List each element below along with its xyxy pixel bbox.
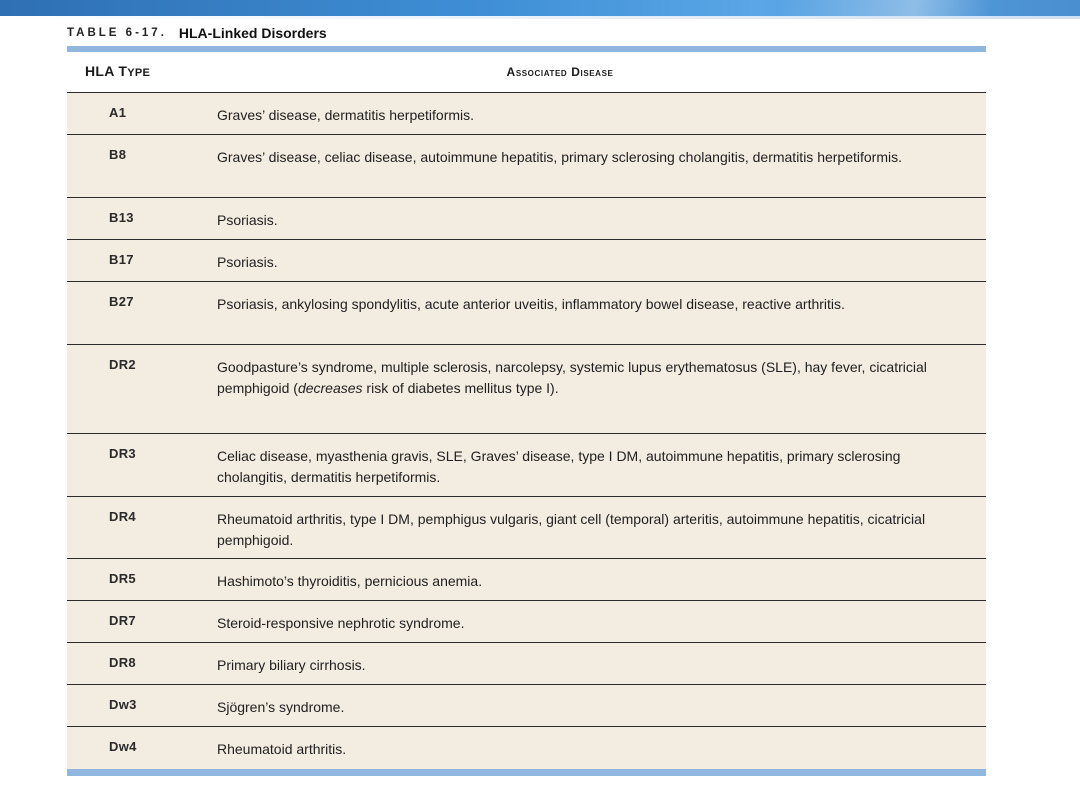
disease-cell: Primary biliary cirrhosis. xyxy=(217,657,366,673)
table-row xyxy=(67,497,986,559)
disease-emphasis: decreases xyxy=(297,380,363,396)
hla-cell: A1 xyxy=(109,105,127,120)
slide-banner xyxy=(0,0,1080,16)
hla-cell: DR8 xyxy=(109,655,136,670)
hla-cell: DR4 xyxy=(109,509,136,524)
table-row xyxy=(67,345,986,434)
hla-cell: Dw3 xyxy=(109,697,137,712)
banner-edge xyxy=(0,16,1080,19)
disease-cell xyxy=(214,345,986,433)
hla-table xyxy=(67,46,986,776)
disease-cell: Psoriasis. xyxy=(217,212,278,228)
table-row xyxy=(67,643,986,685)
table-row xyxy=(67,135,986,198)
disease-cell: Graves’ disease, celiac disease, autoimmune hepatitis, primary sclerosing cholangitis, dermatitis herpetiformis. xyxy=(217,149,902,165)
disease-text: Goodpasture’s syndrome, multiple sclerosis, narcolepsy, systemic lupus erythematosus (SLE), hay fever, cicatricial pemphigoid ( xyxy=(217,359,927,396)
hla-cell: Dw4 xyxy=(109,739,137,754)
table-row xyxy=(67,601,986,643)
disease-cell: Sjögren’s syndrome. xyxy=(217,699,345,715)
disease-cell: Rheumatoid arthritis. xyxy=(217,741,347,757)
disease-cell: Steroid-responsive nephrotic syndrome. xyxy=(217,615,465,631)
table-bottom-rule xyxy=(67,769,986,776)
disease-cell: Psoriasis. xyxy=(217,254,278,270)
table-header xyxy=(67,52,986,93)
table-row xyxy=(67,282,986,345)
table-row xyxy=(67,685,986,727)
table-row xyxy=(67,198,986,240)
table-row xyxy=(67,559,986,601)
table-body xyxy=(67,93,986,769)
table-number: TABLE 6-17. xyxy=(67,27,167,39)
hla-cell: B27 xyxy=(109,294,134,309)
hla-cell: B8 xyxy=(109,147,127,162)
header-hla-type: HLA TYPE xyxy=(85,63,151,79)
hla-cell: DR2 xyxy=(109,357,136,372)
hla-cell: B17 xyxy=(109,252,134,267)
table-row xyxy=(67,93,986,135)
disease-text: risk of diabetes mellitus type I). xyxy=(362,380,559,396)
disease-cell: Psoriasis, ankylosing spondylitis, acute anterior uveitis, inflammatory bowel disease, reactive arthritis. xyxy=(217,296,845,312)
disease-cell: Rheumatoid arthritis, type I DM, pemphigus vulgaris, giant cell (temporal) arteritis, autoimmune hepatitis, cicatricial pemphigoid. xyxy=(217,511,926,548)
disease-cell: Hashimoto’s thyroiditis, pernicious anemia. xyxy=(217,573,483,589)
hla-cell: DR5 xyxy=(109,571,136,586)
banner-swoosh xyxy=(780,0,1080,16)
hla-cell: DR7 xyxy=(109,613,136,628)
header-associated-disease: Associated Disease xyxy=(506,65,614,79)
hla-cell: B13 xyxy=(109,210,134,225)
table-caption xyxy=(67,22,327,44)
hla-cell: DR3 xyxy=(109,446,136,461)
table-row xyxy=(67,434,986,497)
disease-cell: Graves’ disease, dermatitis herpetiformis. xyxy=(217,107,475,123)
table-title: HLA-Linked Disorders xyxy=(178,25,327,41)
disease-cell: Celiac disease, myasthenia gravis, SLE, Graves’ disease, type I DM, autoimmune hepatitis, primary sclerosing cholangitis, dermatitis herpetiformis. xyxy=(217,448,901,485)
table-row xyxy=(67,240,986,282)
table-row xyxy=(67,727,986,769)
